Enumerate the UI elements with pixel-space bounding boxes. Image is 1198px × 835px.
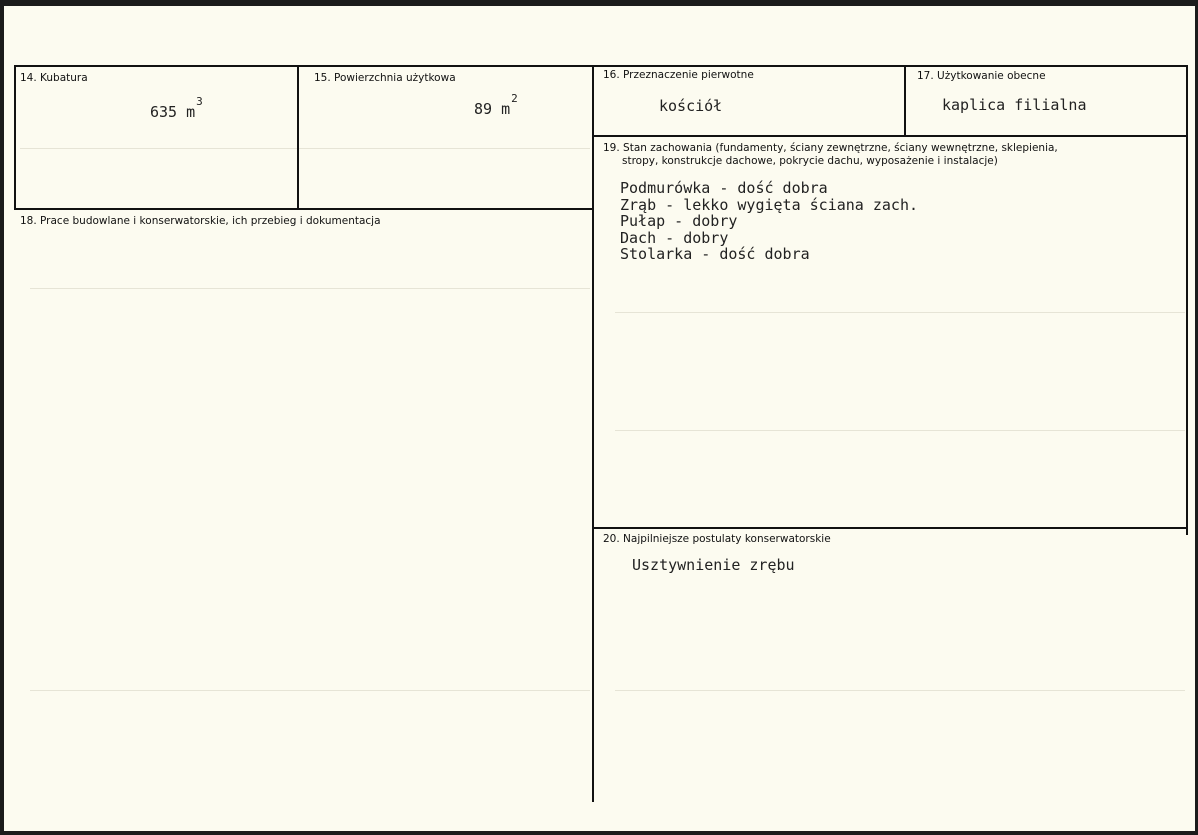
field-14-label: 14. Kubatura [20,72,88,84]
divider-14-15 [297,65,299,208]
show-through-line [615,690,1185,691]
condition-line: Dach - dobry [620,228,729,247]
show-through-line [615,430,1185,431]
field-19-condition-list [620,180,918,263]
field-19-label-line1: 19. Stan zachowania (fundamenty, ściany zewnętrzne, ściany wewnętrzne, sklepienia, [603,142,1058,154]
condition-line: Pułap - dobry [620,212,738,230]
field-16-label: 16. Przeznaczenie pierwotne [603,69,754,81]
show-through-line [20,148,590,149]
left-border [14,65,16,210]
scan-edge-bottom [0,831,1198,835]
field-15-value: 89 $m^2$ [474,92,518,118]
field-16-value: kościół [659,97,723,115]
scan-edge-top [0,0,1198,6]
right-border [1186,65,1188,535]
rule-under-19 [594,527,1186,529]
field-20-value: Usztywnienie zrębu [632,556,795,574]
divider-16-17 [904,65,906,136]
field-14-value: 635 $m^3$ [150,95,203,121]
condition-line: Podmurówka - dość dobra [620,179,828,197]
divider-center [592,65,594,802]
field-17-value: kaplica filialna [942,96,1087,114]
rule-under-14-15 [14,208,594,210]
field-15-label: 15. Powierzchnia użytkowa [314,72,456,84]
top-rule [14,65,1186,67]
condition-line: Zrąb - lekko wygięta ściana zach. [620,195,919,214]
scan-edge-left [0,0,4,835]
field-18-label: 18. Prace budowlane i konserwatorskie, ich przebieg i dokumentacja [20,215,381,227]
show-through-line [30,690,590,691]
field-19-label-line2: stropy, konstrukcje dachowe, pokrycie dachu, wyposażenie i instalacje) [622,155,998,167]
show-through-line [615,312,1185,313]
rule-under-16-17 [594,135,1186,137]
condition-line: Stolarka - dość dobra [620,245,810,263]
field-17-label: 17. Użytkowanie obecne [917,70,1046,82]
field-20-label: 20. Najpilniejsze postulaty konserwatorskie [603,533,831,545]
show-through-line [30,288,590,289]
